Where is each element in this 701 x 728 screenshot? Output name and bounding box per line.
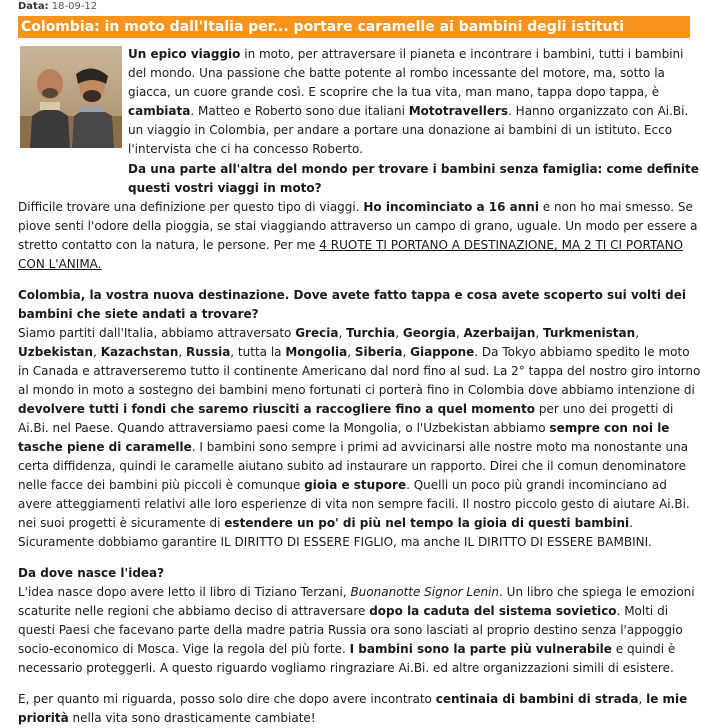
text-run: . I bambini sono sempre i primi ad avvicinarsi alle nostre moto ma nonostante una certa diffidenza, quindi le caramelle aiutano subito ad instaurare un rapporto. Direi che il comun denominatore nelle facce dei bambini più piccoli è comunque	[18, 440, 689, 492]
text-run: ,	[347, 345, 355, 359]
text-run: nella vita sono drasticamente cambiate!	[68, 711, 316, 725]
mototravellers-photo	[20, 46, 122, 148]
text-run: ,	[402, 345, 411, 359]
text-run: Mototravellers	[408, 104, 509, 118]
text-run: Grecia	[295, 326, 339, 340]
date-label: Data:	[18, 1, 49, 12]
text-run: . Da Tokyo abbiamo spedito le moto in Canada e attraverseremo tutto il continente Americano dal nord fino al sud. La 2° tappa del nostro giro intorno al mondo in moto a sostegno dei bambini meno fortunati ci porterà fino in Colombia dove abbiamo intenzione di	[18, 345, 701, 397]
text-run: Buonanotte Signor Lenin	[350, 585, 500, 599]
text-run: ,	[455, 326, 464, 340]
text-run: ,	[635, 326, 640, 340]
text-run: e non ho mai smesso. Se piove senti l'odore della pioggia, se stai viaggiando attraverso un campo di grano, uguale. Un modo per essere a stretto contatto con la natura, le persone. Per me	[18, 200, 698, 252]
text-run: in moto, per attraversare il pianeta e incontrare i bambini, tutti i bambini del mondo. Una passione che batte potente al rombo incessante del motore, ma, sotto la giacca, un cuore grande così. E scoprire che la tua vita, man mano, tappa dopo tappa, è	[128, 47, 684, 99]
text-run: centinaia di bambini di strada	[435, 692, 639, 706]
text-run: Giappone	[410, 345, 475, 359]
article-title: Colombia: in moto dall'Italia per... portare caramelle ai bambini degli istituti	[18, 16, 690, 38]
intro-section	[18, 44, 701, 154]
text-run: Kazachstan	[100, 345, 179, 359]
text-run: estendere un po' di più nel tempo la gioia di questi bambini	[224, 516, 630, 530]
text-run: Un epico viaggio	[128, 47, 241, 61]
text-run: Mongolia	[285, 345, 348, 359]
date-value: 18-09-12	[51, 1, 98, 12]
text-run: . Quelli un poco più grandi incominciano ad avere atteggiamenti relativi alle loro esperienze di vita non sempre facili. Il nostro piccolo gesto di aiutare Ai.Bi. nei suoi progetti è sicuramente di	[18, 478, 690, 530]
article-date	[18, 0, 701, 16]
article	[18, 0, 701, 728]
text-run: Siamo partiti dall'Italia, abbiamo attraversato	[18, 326, 296, 340]
text-run: . Matteo e Roberto sono due italiani	[190, 104, 409, 118]
text-run: . Un libro che spiega le emozioni scaturite nelle regioni che abbiamo deciso di attraversare	[18, 585, 695, 618]
text-run: sempre con noi le tasche piene di caramelle	[18, 421, 670, 454]
text-run: ,	[535, 326, 544, 340]
text-run: Turchia	[346, 326, 396, 340]
text-run: per uno dei progetti di Ai.Bi. nel Paese. Quando attraversiamo paesi come la Mongolia, o l'Uzbekistan abbiamo	[18, 402, 674, 435]
text-run: ,	[93, 345, 101, 359]
text-run: Azerbaijan	[463, 326, 536, 340]
text-run: , tutta la	[230, 345, 286, 359]
text-run: Uzbekistan	[18, 345, 94, 359]
text-run: ,	[338, 326, 347, 340]
answer-4	[18, 690, 701, 728]
question-3: Da dove nasce l'idea?	[18, 566, 165, 580]
text-run: Turkmenistan	[543, 326, 636, 340]
text-run: L'idea nasce dopo avere letto il libro di Tiziano Terzani,	[18, 585, 351, 599]
text-run: 4 RUOTE TI PORTANO A DESTINAZIONE, MA 2 TI CI PORTANO CON L'ANIMA.	[18, 238, 684, 271]
intro-paragraph	[128, 44, 701, 159]
text-run: ,	[178, 345, 187, 359]
answer-2	[18, 324, 701, 552]
text-run: . Sicuramente dobbiamo garantire IL DIRITTO DI ESSERE FIGLIO, ma anche IL DIRITTO DI ESSERE BAMBINI.	[18, 516, 652, 549]
question-1: Da una parte all'altra del mondo per trovare i bambini senza famiglia: come definite questi vostri viaggi in moto?	[128, 162, 699, 195]
text-run: Russia	[186, 345, 231, 359]
text-run: ,	[638, 692, 647, 706]
text-run: . Hanno organizzato con Ai.Bi. un viaggio in Colombia, per andare a portare una donazione ai bambini di un istituto. Ecco l'intervista che ci ha concesso Roberto.	[128, 104, 689, 156]
text-run: gioia e stupore	[304, 478, 407, 492]
question-2: Colombia, la vostra nuova destinazione. Dove avete fatto tappa e cosa avete scoperto sui volti dei bambini che siete andati a trovare?	[18, 288, 687, 321]
text-run: cambiata	[128, 104, 191, 118]
text-run: Ho incominciato a 16 anni	[363, 200, 539, 214]
answer-1	[18, 198, 701, 274]
text-run: Siberia	[354, 345, 403, 359]
text-run: le mie priorità	[18, 692, 688, 725]
text-run: . Molti di questi Paesi che facevano parte della madre patria Russia ora sono lasciati al proprio destino senza l'appoggio socio-economico di Mosca. Vige la regola del più forte.	[18, 604, 683, 656]
text-run: devolvere tutti i fondi che saremo riusciti a raccogliere fino a quel momento	[18, 402, 536, 416]
text-run: Georgia	[402, 326, 456, 340]
text-run: E, per quanto mi riguarda, posso solo dire che dopo avere incontrato	[18, 692, 436, 706]
text-run: ,	[395, 326, 403, 340]
text-run: dopo la caduta del sistema sovietico	[369, 604, 617, 618]
text-run: e quindi è necessario proteggerli. A questo riguardo vogliamo ringraziare Ai.Bi. ed altre organizzazioni simili di esistere.	[18, 642, 676, 675]
text-run: Difficile trovare una definizione per questo tipo di viaggi.	[18, 200, 364, 214]
text-run: I bambini sono la parte più vulnerabile	[349, 642, 612, 656]
answer-3	[18, 583, 701, 678]
